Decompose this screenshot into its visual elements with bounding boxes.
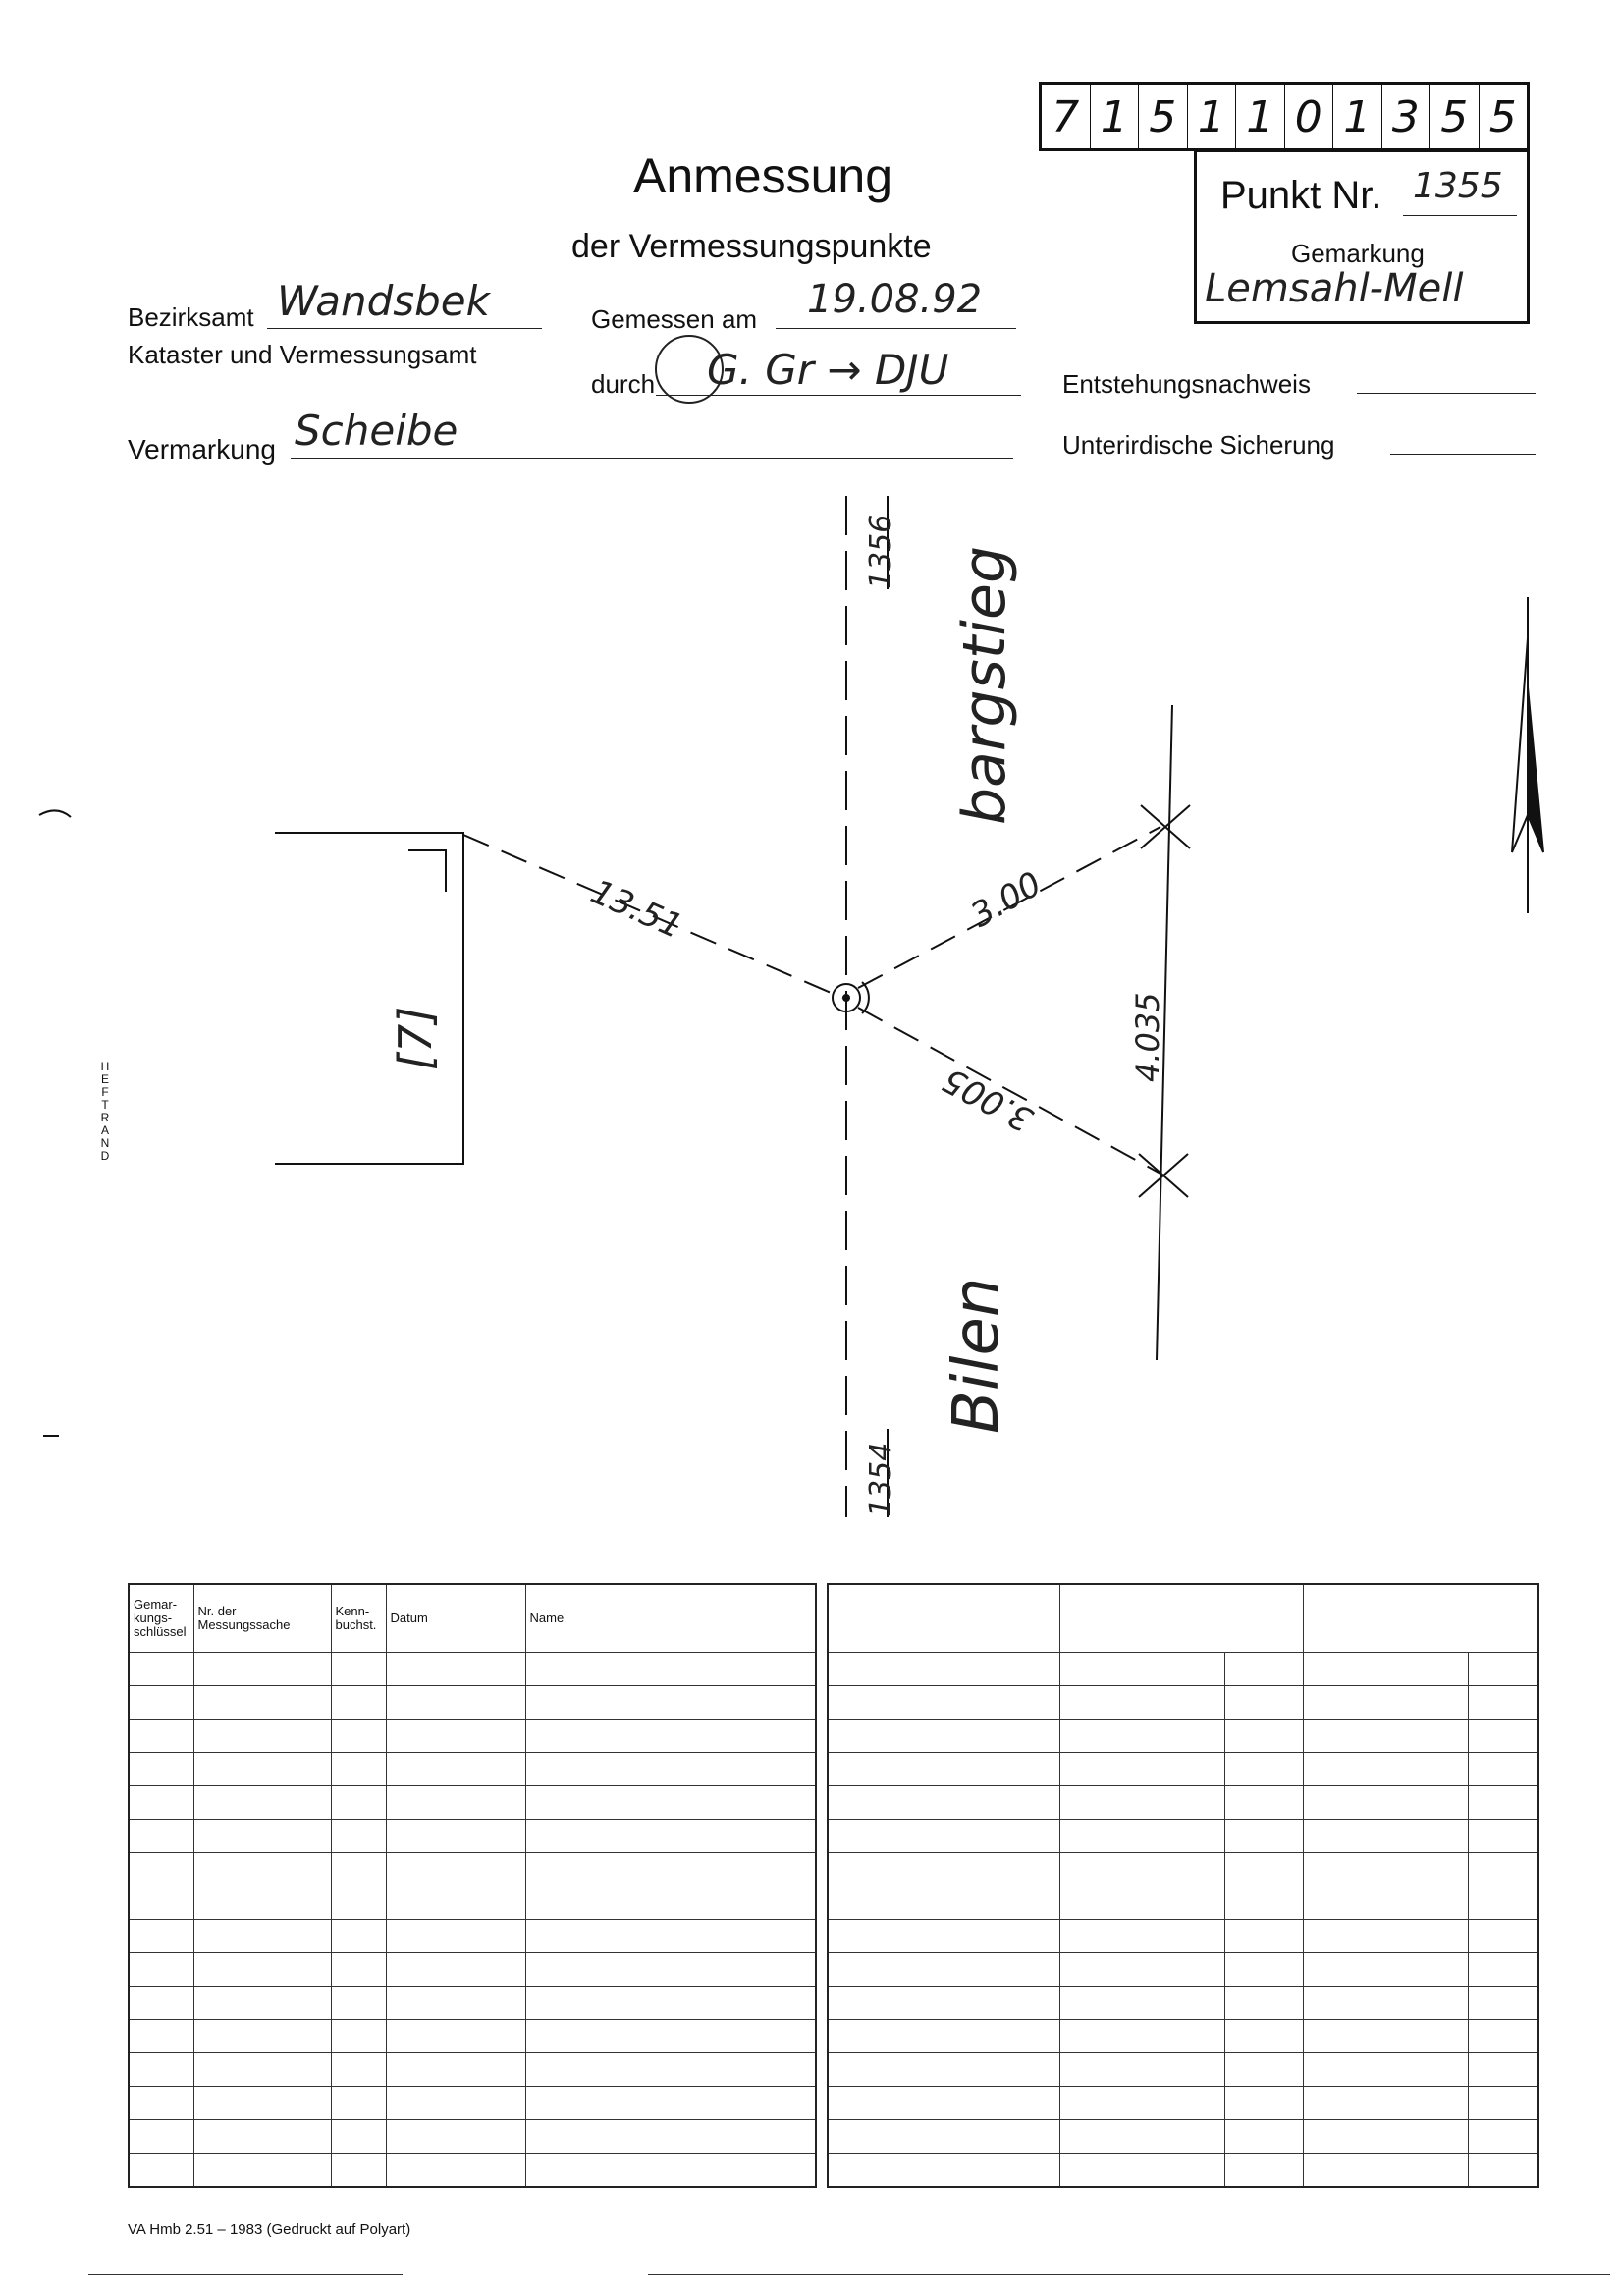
table-cell [129,1720,193,1753]
table-cell [1468,1653,1538,1686]
distance-left: 13.51 [584,872,688,948]
gemessen-value: 19.08.92 [807,277,983,322]
table-cell [828,1853,1059,1886]
table-cell [525,2154,816,2188]
table-cell [1059,1786,1224,1820]
table-cell [1468,1920,1538,1953]
table-cell [193,1653,331,1686]
col-name: Name [525,1584,816,1653]
table-cell [129,1953,193,1987]
table-cell [828,1786,1059,1820]
distance-vertical: 4.035 [1129,992,1166,1082]
table-cell [828,1686,1059,1720]
table-cell [1059,2053,1224,2087]
table-row [828,1653,1538,1686]
table-cell [386,1920,525,1953]
table-row [129,1853,816,1886]
vermarkung-label: Vermarkung [128,434,276,465]
table-row [828,1753,1538,1786]
col-datum: Datum [386,1584,525,1653]
table-cell [525,1920,816,1953]
table-cell [525,1753,816,1786]
table-row [129,1720,816,1753]
table-cell [129,1987,193,2020]
table-cell [1224,1987,1303,2020]
table-cell [1059,1653,1224,1686]
table-row [129,1820,816,1853]
table-cell [1224,1786,1303,1820]
table-cell [331,1686,386,1720]
punkt-label: Punkt Nr. [1220,174,1382,217]
table-cell [1303,2120,1468,2154]
street-label-top: bargstieg [950,545,1019,825]
table-cell [1059,1686,1224,1720]
table-cell [193,1953,331,1987]
table-row [129,1886,816,1920]
table-cell [1224,2154,1303,2188]
table-cell [525,2087,816,2120]
table-cell [828,1987,1059,2020]
table-cell [386,2053,525,2087]
table-cell [331,1853,386,1886]
table-cell [1059,1920,1224,1953]
page-title: Anmessung [633,148,893,203]
table-cell [1468,2087,1538,2120]
table-cell [828,2020,1059,2053]
table-cell [386,1686,525,1720]
table-cell [828,2154,1059,2188]
table-cell [1224,2053,1303,2087]
kataster-label: Kataster und Vermessungsamt [128,340,477,369]
table-row [828,2053,1538,2087]
table-cell [386,1987,525,2020]
table-cell [525,1786,816,1820]
table-cell [1059,1953,1224,1987]
table-row [828,1920,1538,1953]
table-cell [386,1886,525,1920]
table-cell [331,2087,386,2120]
arc-mark [862,982,869,1013]
table-row [828,2087,1538,2120]
id-digit: 1 [1090,85,1139,148]
id-digit: 5 [1138,85,1187,148]
table-cell [828,2087,1059,2120]
table-cell [129,2053,193,2087]
table-row [828,1853,1538,1886]
table-row [129,1953,816,1987]
table-cell [193,2087,331,2120]
gemarkung-label: Gemarkung [1291,239,1425,268]
vermarkung-value: Scheibe [295,407,458,455]
house-number: [7] [389,1006,442,1070]
table-cell [1224,2020,1303,2053]
table-cell [1303,1853,1468,1886]
table-cell [1224,1886,1303,1920]
table-cell [129,1653,193,1686]
table-cell [1303,1686,1468,1720]
table-row [828,1886,1538,1920]
table-cell [386,2120,525,2154]
table-cell [828,1653,1059,1686]
table-cell [1468,1720,1538,1753]
table-row [129,2087,816,2120]
table-cell [331,2020,386,2053]
table-row [129,1987,816,2020]
table-cell [1303,1753,1468,1786]
table-cell [1224,1686,1303,1720]
table-cell [525,1820,816,1853]
id-digit: 1 [1187,85,1236,148]
table-cell [193,1753,331,1786]
table-cell [1059,1753,1224,1786]
table-cell [331,1953,386,1987]
id-digit: 0 [1284,85,1333,148]
table-cell [331,1786,386,1820]
table-row [828,1987,1538,2020]
table-cell [525,1686,816,1720]
table-cell [386,1820,525,1853]
table-cell [1303,1786,1468,1820]
table-row [129,2120,816,2154]
table-cell [386,1720,525,1753]
heftrand-margin: H E F T R A N D [100,1060,110,1163]
table-cell [1303,2020,1468,2053]
table-row [129,1753,816,1786]
punkt-value: 1355 [1413,166,1503,206]
point-label-bottom: 1354 [864,1442,898,1517]
table-cell [525,1720,816,1753]
table-cell [1303,2053,1468,2087]
table-cell [525,1987,816,2020]
bezirksamt-value: Wandsbek [277,277,490,325]
table-cell [193,2154,331,2188]
table-cell [1468,2053,1538,2087]
table-cell [331,1753,386,1786]
table-cell [1468,1753,1538,1786]
durch-value: G. Gr → DJU [707,346,949,394]
table-cell [1224,1920,1303,1953]
col-kennbuchstabe: Kenn- buchst. [331,1584,386,1653]
table-cell [193,2120,331,2154]
table-cell [386,1786,525,1820]
distance-upper-right: 3.00 [964,864,1049,936]
table-cell [193,1686,331,1720]
table-cell [1468,2020,1538,2053]
building-outline [275,833,463,1164]
table-cell [1059,2120,1224,2154]
table-cell [386,1753,525,1786]
id-digit: 1 [1235,85,1284,148]
table-cell [828,1720,1059,1753]
table-cell [193,1853,331,1886]
id-digit: 7 [1052,91,1080,142]
table-cell [386,1953,525,1987]
table-cell [193,1820,331,1853]
table-cell [1224,2087,1303,2120]
point-label-top: 1356 [864,514,898,589]
table-row [129,1786,816,1820]
table-cell [331,1886,386,1920]
table-cell [1303,1720,1468,1753]
side-grid-table [827,1583,1539,2188]
table-cell [1224,1820,1303,1853]
table-cell [1059,1987,1224,2020]
table-cell [525,1853,816,1886]
measurement-register-table [128,1583,817,2188]
table-row [129,2020,816,2053]
table-cell [1468,2120,1538,2154]
table-row [129,1686,816,1720]
sicherung-label: Unterirdische Sicherung [1062,430,1335,460]
table-cell [129,1820,193,1853]
table-cell [331,2154,386,2188]
table-cell [828,2120,1059,2154]
table-cell [193,1786,331,1820]
table-cell [1468,1853,1538,1886]
entstehung-label: Entstehungsnachweis [1062,369,1311,399]
table-cell [331,1653,386,1686]
table-cell [1224,2120,1303,2154]
table-row [828,1786,1538,1820]
table-cell [525,2053,816,2087]
table-cell [1303,2154,1468,2188]
table-header-row [129,1584,816,1653]
table-cell [386,1653,525,1686]
table-cell [386,2087,525,2120]
table-cell [1224,1753,1303,1786]
table-cell [1468,1686,1538,1720]
table-cell [828,1753,1059,1786]
table-cell [129,1786,193,1820]
table-cell [828,1920,1059,1953]
table-cell [1303,1886,1468,1920]
table-cell [331,2053,386,2087]
table-cell [525,1653,816,1686]
table-cell [525,2120,816,2154]
table-row [129,2053,816,2087]
table-cell [1224,1720,1303,1753]
col-messungssache: Nr. der Messungssache [193,1584,331,1653]
table-cell [331,1820,386,1853]
table-cell [1303,2087,1468,2120]
gemessen-label: Gemessen am [591,304,758,334]
table-cell [1059,2087,1224,2120]
distance-lower-right: 3.005 [937,1059,1040,1139]
gemarkung-value: Lemsahl-Mell [1205,266,1464,311]
bezirksamt-label: Bezirksamt [128,302,254,332]
durch-label: durch [591,369,656,399]
table-cell [193,1987,331,2020]
table-cell [1468,1886,1538,1920]
table-cell [129,1853,193,1886]
table-cell [331,1987,386,2020]
table-cell [828,2053,1059,2087]
table-cell [1468,1953,1538,1987]
table-row [828,1720,1538,1753]
building-corner [408,850,446,892]
table-cell [1303,1653,1468,1686]
table-cell [129,2020,193,2053]
table-cell [1303,1987,1468,2020]
id-digit: 5 [1479,85,1528,148]
table-cell [129,2154,193,2188]
table-cell [193,1720,331,1753]
table-cell [1224,1953,1303,1987]
form-footer: VA Hmb 2.51 – 1983 (Gedruckt auf Polyart) [128,2221,411,2238]
table-row [129,2154,816,2188]
table-cell [1303,1953,1468,1987]
table-cell [1468,1820,1538,1853]
table-cell [1059,2020,1224,2053]
table-row [828,1953,1538,1987]
table-cell [828,1886,1059,1920]
table-cell [193,2053,331,2087]
table-cell [386,2020,525,2053]
table-row [828,1820,1538,1853]
table-cell [129,1886,193,1920]
table-cell [1059,1820,1224,1853]
table-cell [1224,1853,1303,1886]
table-cell [828,1953,1059,1987]
table-cell [1059,1853,1224,1886]
table-cell [331,1720,386,1753]
table-cell [525,2020,816,2053]
table-cell [129,2120,193,2154]
table-cell [129,1920,193,1953]
table-cell [525,1886,816,1920]
table-cell [1059,1886,1224,1920]
table-cell [525,1953,816,1987]
table-cell [331,1920,386,1953]
table-cell [193,1920,331,1953]
street-label-bottom: Bilen [941,1277,1013,1434]
table-row [129,1920,816,1953]
table-cell [193,2020,331,2053]
page-subtitle: der Vermessungspunkte [571,228,932,265]
id-digit: 1 [1332,85,1381,148]
table-cell [1303,1820,1468,1853]
table-row [828,1686,1538,1720]
table-cell [386,1853,525,1886]
table-cell [1468,1786,1538,1820]
table-cell [1059,1720,1224,1753]
table-cell [129,1753,193,1786]
table-cell [129,2087,193,2120]
table-row [828,2020,1538,2053]
table-cell [1468,1987,1538,2020]
table-cell [1303,1920,1468,1953]
table-row [129,1653,816,1686]
col-gemarkungsschluessel: Gemar- kungs- schlüssel [129,1584,193,1653]
table-cell [1468,2154,1538,2188]
table-cell [129,1686,193,1720]
table-cell [331,2120,386,2154]
table-cell [193,1886,331,1920]
table-header-row [828,1584,1538,1653]
id-digit: 3 [1381,85,1430,148]
table-cell [1059,2154,1224,2188]
table-cell [828,1820,1059,1853]
table-row [828,2154,1538,2188]
table-cell [386,2154,525,2188]
table-cell [1224,1653,1303,1686]
id-digit: 5 [1429,85,1479,148]
table-row [828,2120,1538,2154]
